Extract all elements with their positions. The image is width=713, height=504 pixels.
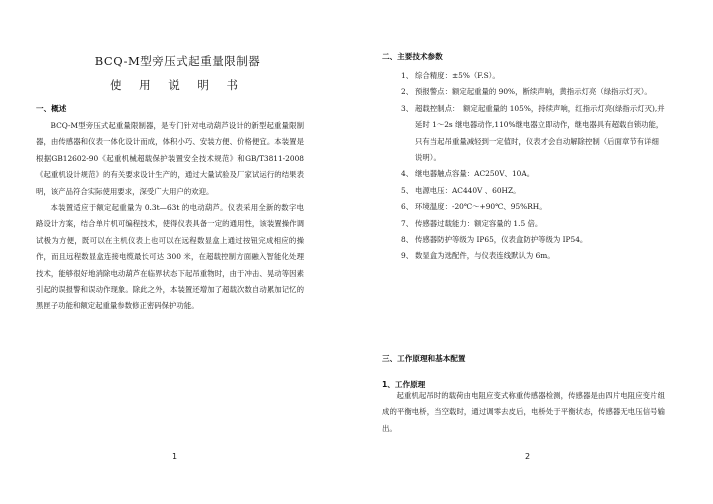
spec-number: 5、 [401, 185, 414, 195]
spec-text: 超载控制点： 额定起重量的 105%，持续声响，红指示灯亮(绿指示灯灭),并延时 1～2s 继电器动作,110%继电器立即动作，继电器具有超载自锁功能，只有当起吊重量减轻到一定值时，仪表才会自动解除控制（后面章节有详细说明）。 [415, 103, 665, 163]
spec-text: 传感器防护等级为 IP65，仪表盒防护等级为 IP54。 [415, 235, 588, 245]
right-page [357, 0, 713, 504]
spec-list [401, 68, 665, 265]
spec-text: 传感器过载能力：额定容量的 1.5 倍。 [415, 218, 543, 228]
spec-text: 电源电压：AC440V 、60HZ。 [415, 185, 521, 195]
principle-body [382, 388, 665, 437]
spec-number: 4、 [401, 169, 414, 179]
spec-item [401, 199, 665, 215]
overview-paragraph-1: BCQ-M型旁压式起重量限制器，是专门针对电动葫芦设计的新型起重量限制器，由传感器和仪表一体化设计而成，体积小巧、安装方便、价格便宜。本装置是根据GB12602-90《起重机械超载保护装置安全技术规范》和GB/T3811-2008《起重机设计规范》的有关要求设计生产的，通过大量试验及厂家试运行的结果表明，该产品符合实际使用要求，深受广大用户的欢迎。 [36, 121, 304, 196]
page-number: 1 [172, 452, 178, 461]
section-heading-overview: 一、概述 [36, 104, 67, 113]
spec-number: 8、 [401, 235, 414, 245]
spec-number: 2、 [401, 87, 414, 97]
spec-item [401, 84, 665, 100]
spec-item [401, 183, 665, 199]
left-page [0, 0, 356, 504]
spec-text: 综合精度：±5%（F.S）。 [415, 71, 500, 80]
document-subtitle: 使 用 说 明 书 [109, 78, 246, 92]
spec-item [401, 248, 665, 264]
spec-item [401, 68, 665, 84]
spec-text: 环境温度：-20℃～+90℃、95%RH。 [415, 202, 547, 212]
spec-number: 9、 [401, 251, 414, 261]
spec-item [401, 216, 665, 232]
spec-number: 3、 [401, 103, 414, 113]
spec-item [401, 166, 665, 182]
overview-body [36, 118, 304, 315]
section-heading-specs: 二、主要技术参数 [382, 52, 443, 61]
spec-item [401, 101, 665, 167]
spec-number: 7、 [401, 218, 414, 228]
spec-text: 数显盒为选配件，与仪表连线默认为 6m。 [415, 251, 555, 261]
spec-number: 6、 [401, 202, 414, 212]
section-heading-principle: 三、工作原理和基本配置 [382, 354, 466, 363]
principle-paragraph: 起重机起吊时的载荷由电阻应变式称重传感器检测，传感器是由四片电阻应变片组成的平衡电桥，当空载时，通过调零去皮后，电桥处于平衡状态，传感器无电压信号输出。 [382, 391, 665, 433]
spec-item [401, 232, 665, 248]
spec-number: 1、 [401, 71, 414, 80]
subsection-heading-principle: 1、工作原理 [382, 380, 426, 389]
spec-text: 预报警点：额定起重量的 90%，断续声响，黄指示灯亮（绿指示灯灭）。 [415, 87, 652, 97]
document-title: BCQ-M型旁压式起重量限制器 [94, 54, 261, 68]
overview-paragraph-2: 本装置适应于额定起重量为 0.3t—63t 的电动葫芦。仪表采用全新的数字电路设计方案，结合单片机可编程技术，使得仪表具备一定的通用性，该装置操作调试极为方便，既可以在主机仪表上也可以在远程数显盒上通过按钮完成相应的操作，而且远程数显盒连接电缆最长可达 300 米，在超载控制方面融入智能化处理技术，能够很好地消除电动葫芦在临界状态下起吊重物时，由于冲击、晃动等因素引起的误报警和误动作现象。除此之外，本装置还增加了超载次数自动累加记忆的黑匣子功能和额定起重量参数修正密码保护功能。 [36, 203, 304, 311]
page-number: 2 [525, 452, 531, 461]
spec-text: 继电器触点容量：AC250V、10A。 [415, 169, 535, 179]
